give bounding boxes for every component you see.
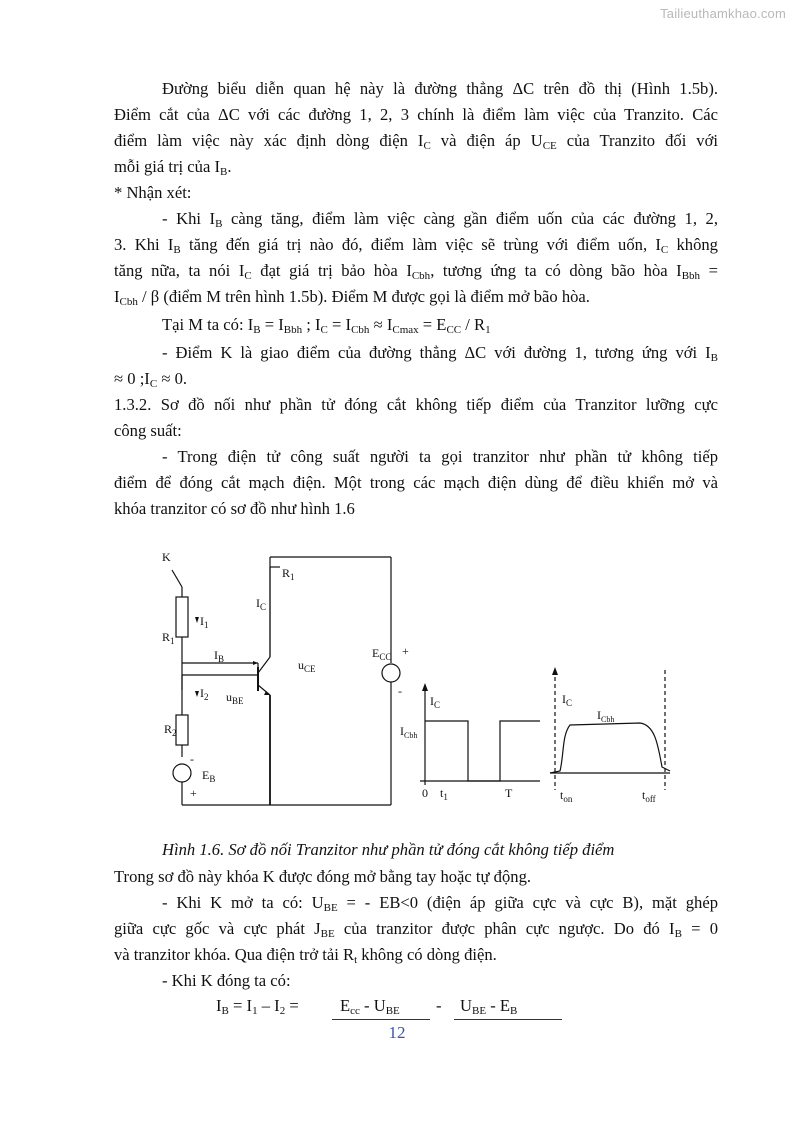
para8: - Khi K đóng ta có:: [162, 971, 291, 990]
para2-line3: tăng nữa, ta nói $I_C$ đạt giá trị bảo hòa $I_{Cbh}$, tương ứng ta có dòng bão hòa $I_{Bbh}$ =: [114, 261, 718, 282]
formula-operator: -: [436, 996, 442, 1015]
para7-line3: và tranzitor khóa. Qua điện trở tải $R_t$ không có dòng điện.: [114, 945, 497, 966]
section-heading-line1: 1.3.2. Sơ đồ nối như phần tử đóng cắt không tiếp điểm của Tranzitor lưỡng cực: [114, 395, 718, 414]
remark-title: * Nhận xét:: [114, 183, 192, 202]
figure-caption: Hình 1.6. Sơ đồ nối Tranzitor như phần tử đóng cắt không tiếp điểm: [162, 840, 615, 859]
figure-1-6-circuit: [150, 545, 680, 835]
label-i2: $I_2$: [200, 686, 209, 702]
formula-bar-2: [454, 1019, 562, 1020]
formula-numerator-1: $E_{cc} - U_{BE}$: [340, 996, 400, 1017]
label-w1-icbh: $I_{Cbh}$: [400, 724, 418, 740]
label-w2-ton: $t_{on}$: [560, 788, 573, 804]
switch-k-blade: [172, 570, 182, 587]
label-w2-ic: $I_C$: [562, 692, 573, 708]
para1-line4: mỗi giá trị của $I_B$.: [114, 157, 232, 178]
label-uce: $u_{CE}$: [298, 658, 316, 674]
label-w2-toff: $t_{off}$: [642, 788, 656, 804]
formula-lhs: $I_B = I_1 - I_2$ =: [216, 996, 299, 1017]
label-i1: $I_1$: [200, 614, 209, 630]
para4-line1: - Điểm K là giao điểm của đường thẳng ΔC với đường 1, tương ứng với $I_B$: [162, 343, 718, 364]
label-r2: $R_2$: [164, 722, 177, 738]
para2-line1: - Khi $I_B$ càng tăng, điểm làm việc càng gần điểm uốn của các đường 1, 2,: [162, 209, 718, 230]
para2-line4: $I_{Cbh}$ / β (điểm M trên hình 1.5b). Điểm M được gọi là điểm mở bão hòa.: [114, 287, 590, 308]
section-heading-line2: công suất:: [114, 421, 182, 440]
label-ecc-plus: +: [402, 644, 409, 658]
label-ib: $I_B$: [214, 648, 225, 664]
waveform-2: [550, 723, 670, 773]
label-w1-zero: 0: [422, 786, 428, 800]
watermark: Tailieuthamkhao.com: [660, 6, 786, 21]
label-eb: $E_B$: [202, 768, 216, 784]
para5-line1: - Trong điện tử công suất người ta gọi tranzitor như phần tử không tiếp: [162, 447, 718, 466]
para1-line1: Đường biểu diễn quan hệ này là đường thẳng ΔC trên đồ thị (Hình 1.5b).: [162, 79, 718, 98]
formula-bar-1: [332, 1019, 430, 1020]
label-w1-t1: $t_1$: [440, 786, 448, 802]
waveform-1: [425, 721, 540, 781]
label-w1-ic: $I_C$: [430, 694, 441, 710]
para6: Trong sơ đồ này khóa K được đóng mở bằng tay hoặc tự động.: [114, 867, 532, 886]
label-minus: -: [190, 752, 194, 766]
formula-numerator-2: $U_{BE} - E_B$: [460, 996, 518, 1017]
label-ube: $u_{BE}$: [226, 690, 244, 706]
para5-line3: khóa tranzitor có sơ đồ như hình 1.6: [114, 499, 355, 518]
label-r1: $R_1$: [162, 630, 175, 646]
label-r1-top: $R_1$: [282, 566, 295, 582]
label-ecc: $E_{CC}$: [372, 646, 392, 662]
label-w1-T: T: [505, 786, 513, 800]
page-number: 12: [388, 1023, 406, 1042]
resistor-r1-left: [176, 597, 188, 637]
para4-line2: ≈ 0 $;I_C \approx 0$.: [114, 369, 188, 390]
para5-line2: điểm để đóng cắt mạch điện. Một trong các mạch điện dùng để điều khiển mở và: [114, 473, 718, 492]
source-eb: [173, 764, 191, 782]
label-ic: $I_C$: [256, 596, 267, 612]
label-plus: +: [190, 786, 197, 800]
para3-line1: Tại M ta có: $I_B = I_{Bbh}$ ; $I_C = I_{Cbh} \approx I_{Cmax} = E_{CC} / R_1$: [162, 315, 491, 336]
label-k: K: [162, 550, 171, 564]
para7-line2: giữa cực gốc và cực phát $J_{BE}$ của tranzitor được phân cực ngược. Do đó $I_B = 0$: [114, 919, 718, 940]
resistor-r2: [176, 715, 188, 745]
para1-line3: điểm làm việc này xác định dòng điện $I_C$ và điện áp $U_{CE}$ của Tranzito đối với: [114, 131, 718, 152]
para7-line1: - Khi K mở ta có: $U_{BE}$ = - EB<0 (điện áp giữa cực và cực B), mặt ghép: [162, 893, 718, 914]
para1-line2: Điểm cắt của ΔC với các đường 1, 2, 3 chính là điểm làm việc của Tranzito. Các: [114, 105, 718, 124]
para2-line2: 3. Khi $I_B$ tăng đến giá trị nào đó, điểm làm việc sẽ trùng với điểm uốn, $I_C$ không: [114, 235, 718, 256]
label-w2-icbh: $I_{Cbh}$: [597, 708, 615, 724]
source-ecc: [382, 664, 400, 682]
label-ecc-minus: -: [398, 684, 402, 698]
